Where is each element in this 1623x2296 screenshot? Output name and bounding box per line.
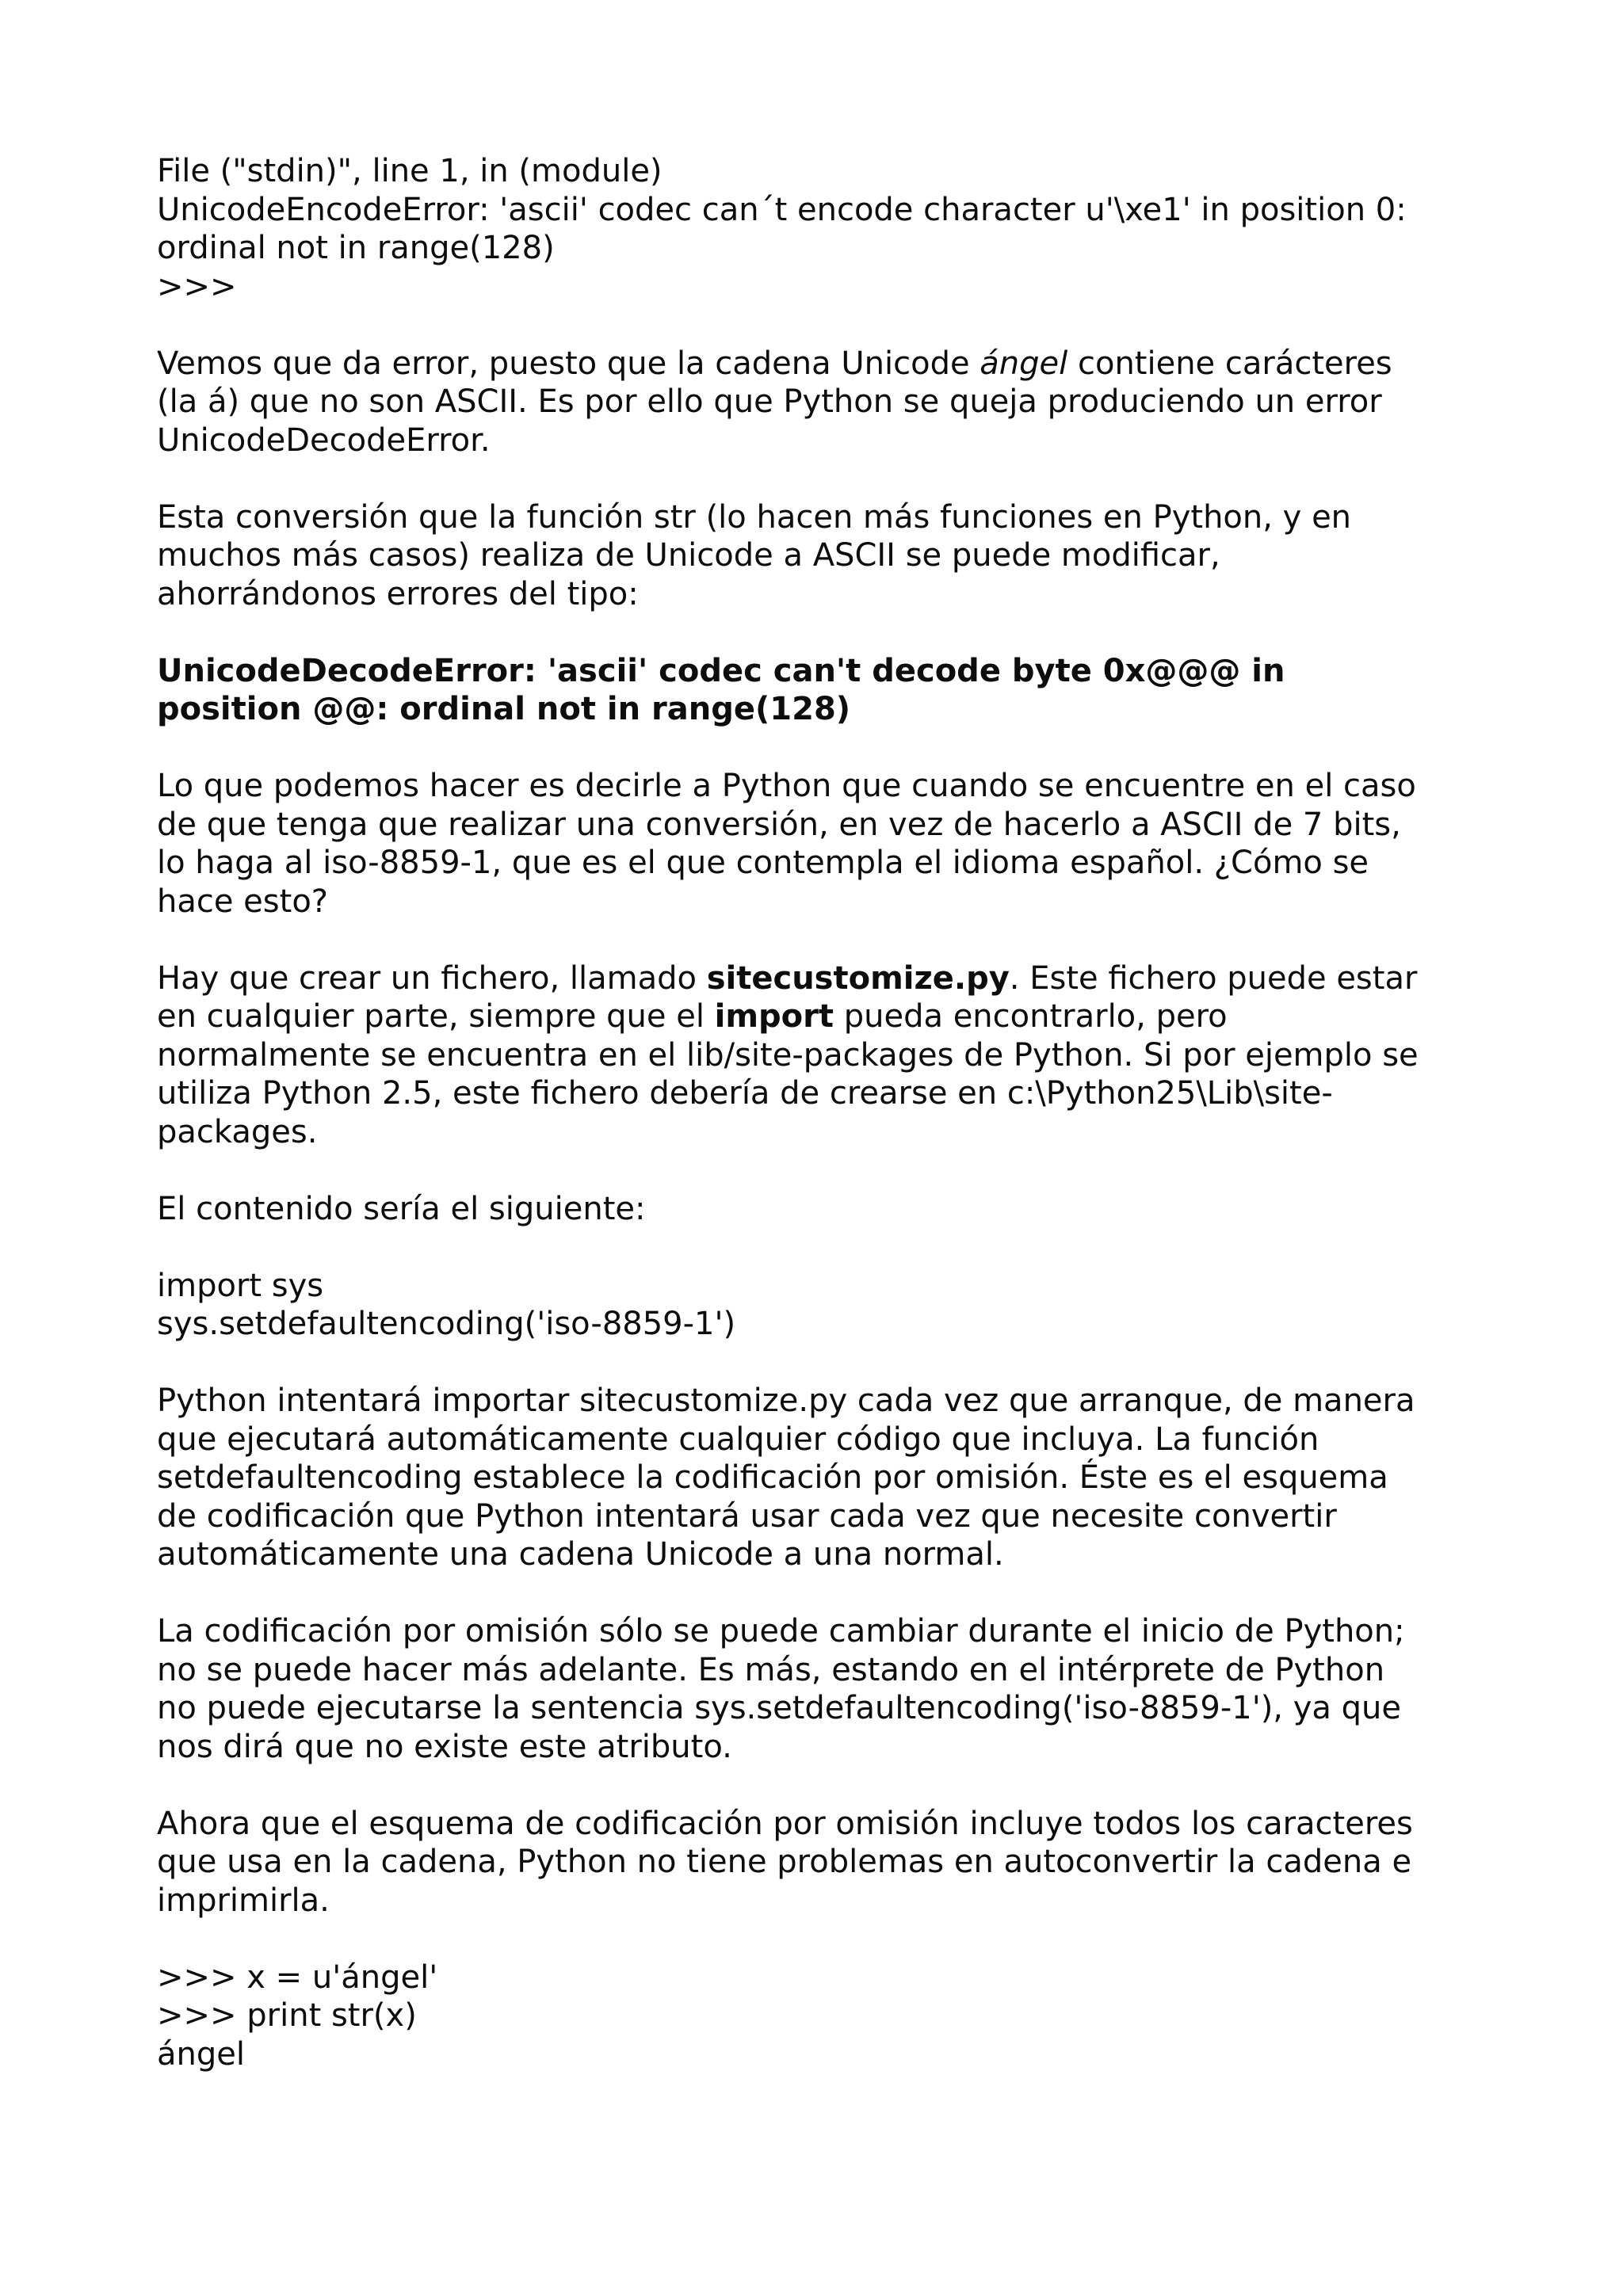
paragraph-line: hace esto? xyxy=(157,883,329,920)
paragraph-default-encoding xyxy=(157,1612,1488,1766)
paragraph-line: UnicodeDecodeError. xyxy=(157,421,491,459)
paragraph-line: packages. xyxy=(157,1113,318,1150)
paragraph-sitecustomize xyxy=(157,959,1488,1152)
paragraph-line: (la á) que no son ASCII. Es por ello que Python se queja produciendo un error xyxy=(157,383,1382,420)
paragraph-line: normalmente se encuentra en el lib/site-packages de Python. Si por ejemplo se xyxy=(157,1036,1419,1074)
error-line: position @@: ordinal not in range(128) xyxy=(157,691,851,727)
paragraph-line: Lo que podemos hacer es decirle a Python que cuando se encuentre en el caso xyxy=(157,768,1416,804)
paragraph-line xyxy=(157,997,1488,1036)
paragraph-line: setdefaultencoding establece la codificación por omisión. Éste es el esquema xyxy=(157,1459,1388,1496)
paragraph-line xyxy=(157,345,1488,383)
text-run: pueda encontrarlo, pero xyxy=(834,998,1228,1035)
paragraph-line: muchos más casos) realiza de Unicode a ASCII se puede modificar, xyxy=(157,537,1220,574)
traceback-line: ordinal not in range(128) xyxy=(157,230,555,266)
bold-keyword: import xyxy=(714,998,834,1035)
paragraph-import-behavior xyxy=(157,1382,1488,1574)
paragraph-line: automáticamente una cadena Unicode a una normal. xyxy=(157,1536,1004,1573)
error-message-bold xyxy=(157,652,1488,729)
bold-filename: sitecustomize.py xyxy=(706,959,1010,997)
paragraph-unicode-error xyxy=(157,345,1488,460)
text-run: Hay que crear un fichero, llamado xyxy=(157,959,707,997)
code-line: >>> x = u'ángel' xyxy=(157,1958,438,1996)
paragraph-line xyxy=(157,959,1488,998)
paragraph-line: de codificación que Python intentará usar cada vez que necesite convertir xyxy=(157,1497,1337,1535)
paragraph-contents-intro xyxy=(157,1190,1488,1229)
traceback-line: File ("stdin)", line 1, in (module) xyxy=(157,153,663,189)
code-line: >>> print str(x) xyxy=(157,1997,417,2034)
code-block-example xyxy=(157,1958,1488,2074)
text-run: en cualquier parte, siempre que el xyxy=(157,998,715,1035)
text-run: Vemos que da error, puesto que la cadena Unicode xyxy=(157,345,980,382)
paragraph-iso xyxy=(157,767,1488,921)
code-line: sys.setdefaultencoding('iso-8859-1') xyxy=(157,1306,736,1342)
paragraph-line: que ejecutará automáticamente cualquier código que incluya. La función xyxy=(157,1421,1319,1458)
code-block-sitecustomize xyxy=(157,1267,1488,1344)
text-run: . Este fichero puede estar xyxy=(1009,959,1418,997)
paragraph-result xyxy=(157,1805,1488,1920)
paragraph-line: ahorrándonos errores del tipo: xyxy=(157,575,639,612)
paragraph-line: imprimirla. xyxy=(157,1882,330,1919)
paragraph-line: lo haga al iso-8859-1, que es el que contempla el idioma español. ¿Cómo se xyxy=(157,845,1369,881)
paragraph-line: La codificación por omisión sólo se puede cambiar durante el inicio de Python; xyxy=(157,1613,1405,1650)
paragraph-line: no se puede hacer más adelante. Es más, estando en el intérprete de Python xyxy=(157,1651,1385,1688)
code-output: ángel xyxy=(157,2035,245,2073)
paragraph-line: nos dirá que no existe este atributo. xyxy=(157,1728,732,1765)
paragraph-line: Esta conversión que la función str (lo hacen más funciones en Python, y en xyxy=(157,498,1352,536)
document-page xyxy=(157,152,1488,2112)
paragraph-line: no puede ejecutarse la sentencia sys.setdefaultencoding('iso-8859-1'), ya que xyxy=(157,1690,1401,1726)
paragraph-line: Ahora que el esquema de codificación por omisión incluye todos los caracteres xyxy=(157,1805,1413,1842)
paragraph-conversion xyxy=(157,498,1488,614)
traceback-line: UnicodeEncodeError: 'ascii' codec can´t encode character u'\xe1' in position 0: xyxy=(157,191,1407,228)
error-line: UnicodeDecodeError: 'ascii' codec can't decode byte 0x@@@ in xyxy=(157,652,1285,689)
paragraph-line: El contenido sería el siguiente: xyxy=(157,1190,646,1227)
paragraph-line: Python intentará importar sitecustomize.py cada vez que arranque, de manera xyxy=(157,1383,1415,1419)
text-run: contiene carácteres xyxy=(1067,345,1392,382)
paragraph-line: de que tenga que realizar una conversión, en vez de hacerlo a ASCII de 7 bits, xyxy=(157,806,1401,843)
paragraph-line: que usa en la cadena, Python no tiene problemas en autoconvertir la cadena e xyxy=(157,1844,1412,1880)
traceback-prompt: >>> xyxy=(157,268,237,305)
traceback-block xyxy=(157,152,1488,306)
code-line: import sys xyxy=(157,1267,324,1304)
italic-word: ángel xyxy=(980,345,1068,382)
paragraph-line: utiliza Python 2.5, este fichero debería de crearse en c:\Python25\Lib\site- xyxy=(157,1075,1333,1112)
